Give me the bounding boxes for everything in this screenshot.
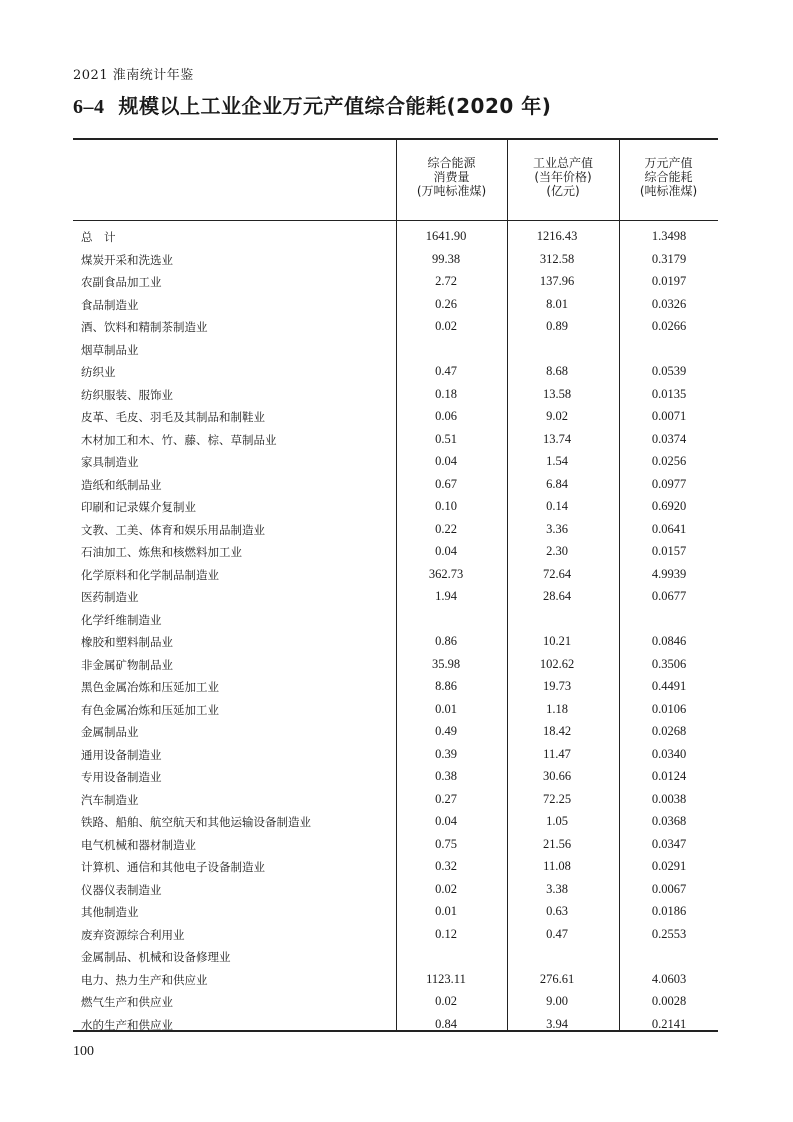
table-row <box>73 744 718 767</box>
energy-value: 0.01 <box>435 701 457 716</box>
output-value: 1.18 <box>546 701 568 716</box>
energy-value: 0.10 <box>435 499 457 513</box>
table-row <box>73 271 718 294</box>
energy-value: 0.04 <box>435 544 457 558</box>
energy-value: 35.98 <box>431 656 461 671</box>
energy-value: 0.04 <box>435 814 457 828</box>
row-label: 计算机、通信和其他电子设备制造业 <box>81 860 265 874</box>
output-value: 11.08 <box>543 859 571 873</box>
intensity-value: 0.0977 <box>651 476 687 491</box>
table-row <box>73 564 718 587</box>
output-value: 11.47 <box>543 746 571 761</box>
output-value: 2.30 <box>546 544 568 558</box>
table-row <box>73 451 718 474</box>
table-number: 6–4 <box>73 96 105 118</box>
energy-value: 0.49 <box>435 724 457 738</box>
table-row <box>73 406 718 429</box>
output-value: 3.38 <box>546 881 568 896</box>
output-value: 8.68 <box>546 364 568 378</box>
intensity-value: 0.0291 <box>651 859 687 873</box>
row-label: 金属制品业 <box>81 725 139 739</box>
intensity-value: 0.0347 <box>651 836 687 851</box>
table-row <box>73 429 718 452</box>
output-value: 3.36 <box>546 521 568 536</box>
table-body <box>73 226 718 1036</box>
row-label: 仪器仪表制造业 <box>81 882 162 897</box>
column-header-output <box>507 156 619 198</box>
header-line: (当年价格) <box>534 170 592 184</box>
intensity-value: 0.0268 <box>651 724 687 738</box>
energy-value: 0.38 <box>435 769 457 783</box>
energy-value: 1.94 <box>435 589 457 603</box>
table-row <box>73 496 718 519</box>
intensity-value: 0.3179 <box>651 251 687 266</box>
intensity-value: 0.0186 <box>651 904 687 918</box>
row-label: 印刷和记录媒介复制业 <box>81 500 196 514</box>
column-header-energy <box>396 156 507 198</box>
table-row <box>73 361 718 384</box>
table-row <box>73 901 718 924</box>
row-label: 其他制造业 <box>81 905 139 919</box>
table-row <box>73 856 718 879</box>
row-label: 化学原料和化学制品制造业 <box>81 567 219 582</box>
energy-value: 1123.11 <box>426 971 466 986</box>
page-title <box>73 90 551 119</box>
column-header-intensity <box>619 156 718 198</box>
row-label: 铁路、船舶、航空航天和其他运输设备制造业 <box>81 815 311 829</box>
output-value: 1.54 <box>546 454 568 468</box>
output-value: 1216.43 <box>536 229 578 243</box>
energy-value: 1641.90 <box>425 229 467 243</box>
row-label: 石油加工、炼焦和核燃料加工业 <box>81 545 242 559</box>
intensity-value: 0.3506 <box>651 656 687 671</box>
output-value: 276.61 <box>539 971 575 986</box>
energy-value: 0.18 <box>435 386 457 401</box>
output-value: 0.14 <box>546 499 568 513</box>
header-line: 万元产值 <box>644 156 693 170</box>
intensity-value: 0.0067 <box>651 881 687 896</box>
row-label: 汽车制造业 <box>81 792 139 807</box>
intensity-value: 0.0368 <box>651 814 687 828</box>
energy-value: 0.32 <box>435 859 457 873</box>
intensity-value: 0.0038 <box>651 791 687 806</box>
energy-value: 0.26 <box>435 296 457 311</box>
row-label: 农副食品加工业 <box>81 275 162 289</box>
energy-value: 0.12 <box>435 926 457 941</box>
table-row <box>73 294 718 317</box>
table-row <box>73 879 718 902</box>
output-value: 72.64 <box>542 566 572 581</box>
energy-value: 0.67 <box>435 476 457 491</box>
table-row <box>73 519 718 542</box>
intensity-value: 4.0603 <box>651 971 687 986</box>
header-line: 工业总产值 <box>532 156 593 170</box>
table-row <box>73 811 718 834</box>
intensity-value: 0.0106 <box>651 701 687 716</box>
row-label: 家具制造业 <box>81 455 139 469</box>
row-label: 造纸和纸制品业 <box>81 477 162 492</box>
energy-value: 0.47 <box>435 364 457 378</box>
row-label: 皮革、毛皮、羽毛及其制品和制鞋业 <box>81 410 265 424</box>
output-value: 21.56 <box>542 836 572 851</box>
output-value: 0.63 <box>546 904 568 918</box>
energy-value: 362.73 <box>428 566 464 581</box>
intensity-value: 4.9939 <box>651 566 687 581</box>
energy-value: 0.06 <box>435 409 457 423</box>
intensity-value: 0.2141 <box>651 1016 687 1031</box>
output-value: 30.66 <box>542 769 572 783</box>
header-line: (吨标准煤) <box>639 184 698 198</box>
intensity-value: 0.0340 <box>651 746 687 761</box>
output-value: 9.00 <box>546 994 568 1008</box>
output-value: 28.64 <box>542 589 572 603</box>
row-label: 专用设备制造业 <box>81 770 162 784</box>
energy-value: 0.27 <box>435 791 457 806</box>
output-value: 102.62 <box>539 656 575 671</box>
output-value: 6.84 <box>546 476 568 491</box>
output-value: 72.25 <box>542 791 572 806</box>
energy-value: 0.04 <box>435 454 457 468</box>
table-row <box>73 316 718 339</box>
row-label: 食品制造业 <box>81 297 139 312</box>
row-label: 总 计 <box>81 230 116 244</box>
energy-value: 0.51 <box>435 431 457 446</box>
energy-value: 0.22 <box>435 521 457 536</box>
output-value: 3.94 <box>546 1016 568 1031</box>
table-row <box>73 991 718 1014</box>
intensity-value: 0.2553 <box>651 926 687 941</box>
table-row <box>73 339 718 362</box>
energy-value: 99.38 <box>431 251 461 266</box>
table-row <box>73 586 718 609</box>
output-value: 18.42 <box>542 724 572 738</box>
table-row <box>73 699 718 722</box>
energy-value: 0.75 <box>435 836 457 851</box>
header-line: (万吨标准煤) <box>416 184 487 198</box>
table-row <box>73 676 718 699</box>
row-label: 电力、热力生产和供应业 <box>81 972 208 987</box>
table-row <box>73 226 718 249</box>
table-row <box>73 541 718 564</box>
row-label: 橡胶和塑料制品业 <box>81 635 173 649</box>
energy-value: 0.01 <box>435 904 457 918</box>
intensity-value: 0.0071 <box>651 409 687 423</box>
energy-value: 0.02 <box>435 319 457 333</box>
energy-value: 0.39 <box>435 746 457 761</box>
header-line: 消费量 <box>433 170 470 184</box>
header-line: 综合能源 <box>427 156 476 170</box>
intensity-value: 0.0846 <box>651 634 687 648</box>
table-row <box>73 609 718 632</box>
intensity-value: 0.0641 <box>651 521 687 536</box>
intensity-value: 0.0256 <box>651 454 687 468</box>
row-label: 金属制品、机械和设备修理业 <box>81 950 231 964</box>
energy-value: 0.02 <box>435 994 457 1008</box>
table-row <box>73 834 718 857</box>
output-value: 1.05 <box>546 814 568 828</box>
output-value: 312.58 <box>539 251 575 266</box>
intensity-value: 0.0157 <box>651 544 687 558</box>
output-value: 9.02 <box>546 409 568 423</box>
row-label: 化学纤维制造业 <box>81 612 162 627</box>
intensity-value: 0.0539 <box>651 364 687 378</box>
row-label: 废弃资源综合利用业 <box>81 927 185 942</box>
table-row <box>73 789 718 812</box>
output-value: 13.74 <box>542 431 572 446</box>
row-label: 非金属矿物制品业 <box>81 657 173 672</box>
table-row <box>73 969 718 992</box>
output-value: 0.89 <box>546 319 568 333</box>
intensity-value: 0.0124 <box>651 769 687 783</box>
intensity-value: 0.0374 <box>651 431 687 446</box>
table-row <box>73 946 718 969</box>
row-label: 文教、工美、体育和娱乐用品制造业 <box>81 522 265 537</box>
intensity-value: 1.3498 <box>651 229 687 243</box>
output-value: 10.21 <box>542 634 572 648</box>
energy-value: 0.84 <box>435 1016 457 1031</box>
intensity-value: 0.0135 <box>651 386 687 401</box>
row-label: 酒、饮料和精制茶制造业 <box>81 320 208 334</box>
table-row <box>73 384 718 407</box>
row-label: 有色金属冶炼和压延加工业 <box>81 702 219 717</box>
table-title: 规模以上工业企业万元产值综合能耗(2020 年) <box>118 94 552 118</box>
table-row <box>73 474 718 497</box>
output-value: 19.73 <box>542 679 572 693</box>
row-label: 木材加工和木、竹、藤、棕、草制品业 <box>81 432 277 447</box>
energy-value: 0.02 <box>435 881 457 896</box>
output-value: 8.01 <box>546 296 568 311</box>
table-row <box>73 249 718 272</box>
table-row <box>73 924 718 947</box>
row-label: 纺织服装、服饰业 <box>81 387 173 402</box>
intensity-value: 0.6920 <box>651 499 687 513</box>
header-line: 综合能耗 <box>644 170 693 184</box>
row-label: 煤炭开采和洗选业 <box>81 252 173 267</box>
table-row <box>73 654 718 677</box>
row-label: 烟草制品业 <box>81 342 139 357</box>
row-label: 医药制造业 <box>81 590 139 604</box>
row-label: 水的生产和供应业 <box>81 1017 173 1032</box>
table-row <box>73 1014 718 1037</box>
intensity-value: 0.0677 <box>651 589 687 603</box>
row-label: 纺织业 <box>81 365 116 379</box>
row-label: 燃气生产和供应业 <box>81 995 173 1009</box>
output-value: 137.96 <box>539 274 575 288</box>
header-line: (亿元) <box>546 184 580 198</box>
intensity-value: 0.0326 <box>651 296 687 311</box>
running-header: 2021 淮南统计年鉴 <box>73 68 194 83</box>
row-label: 通用设备制造业 <box>81 747 162 762</box>
output-value: 0.47 <box>546 926 568 941</box>
energy-value: 8.86 <box>435 679 457 693</box>
energy-value: 2.72 <box>435 274 457 288</box>
energy-value: 0.86 <box>435 634 457 648</box>
intensity-value: 0.0197 <box>651 274 687 288</box>
row-label: 黑色金属冶炼和压延加工业 <box>81 680 219 694</box>
page-number: 100 <box>73 1044 94 1059</box>
intensity-value: 0.0266 <box>651 319 687 333</box>
table-row <box>73 766 718 789</box>
intensity-value: 0.0028 <box>651 994 687 1008</box>
table-row <box>73 631 718 654</box>
row-label: 电气机械和器材制造业 <box>81 837 196 852</box>
output-value: 13.58 <box>542 386 572 401</box>
intensity-value: 0.4491 <box>651 679 687 693</box>
table-row <box>73 721 718 744</box>
